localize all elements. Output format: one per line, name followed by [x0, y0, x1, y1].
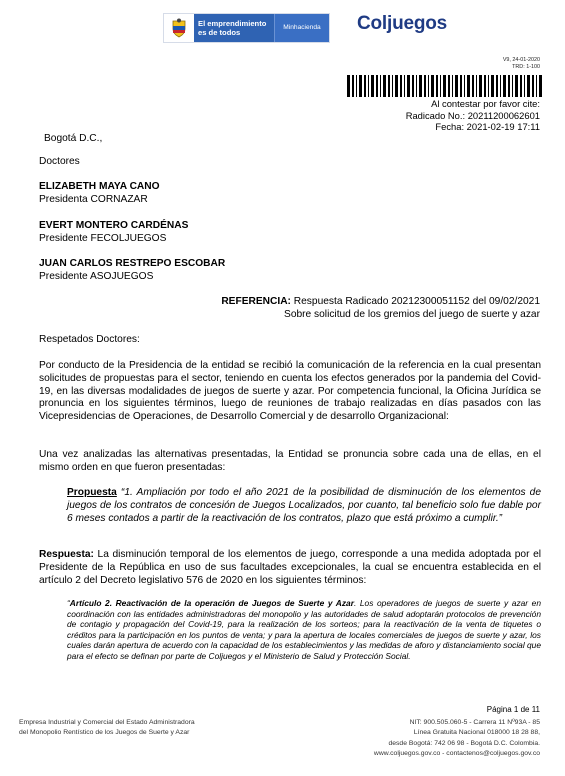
- coat-of-arms-icon: [164, 14, 194, 42]
- recipient: EVERT MONTERO CARDÉNAS Presidente FECOLJUEGOS: [39, 220, 189, 244]
- barcode-bar: [503, 75, 506, 97]
- barcode-bar: [479, 75, 482, 97]
- barcode-bar: [532, 75, 534, 97]
- brand-logo: Coljuegos: [357, 13, 448, 34]
- barcode-bar: [356, 75, 357, 97]
- barcode-bar: [400, 75, 402, 97]
- barcode-bar: [424, 75, 426, 97]
- barcode-bar: [524, 75, 525, 97]
- reference-block: REFERENCIA: Respuesta Radicado 20212300051152 del 09/02/2021 Sobre solicitud de los gremios del juego de suerte y azar: [221, 296, 540, 320]
- barcode-bar: [496, 75, 498, 97]
- barcode-bar: [440, 75, 441, 97]
- barcode-bar: [407, 75, 410, 97]
- page-number: Página 1 de 11: [486, 705, 540, 714]
- barcode-bar: [368, 75, 369, 97]
- barcode-bar: [536, 75, 537, 97]
- salutation-group: Doctores: [39, 156, 80, 167]
- city-date: Bogotá D.C.,: [44, 133, 103, 144]
- document-version: V9, 24-01-2020 TRD: 1-100: [502, 57, 540, 70]
- proposal-block: Propuesta “1. Ampliación por todo el año 2021 de la posibilidad de disminución de los elementos de juegos de los contratos de concesión de Juegos Localizados, por cuanto, tal beneficio solo fue dable por 6 meses contados a partir de la reactivación de los contratos, plazo que está próximo a cumplir.”: [67, 487, 541, 524]
- barcode-bar: [488, 75, 489, 97]
- barcode-bar: [484, 75, 486, 97]
- barcode-bar: [464, 75, 465, 97]
- barcode-bar: [395, 75, 398, 97]
- barcode-icon: [347, 75, 542, 97]
- body-paragraph: Por conducto de la Presidencia de la entidad se recibió la comunicación de la referencia en la cual presentan solicitudes de propuestas para el sector, teniendo en cuenta los efectos generados por la pandemia del Covid-19, en las diversas modalidades de juegos de suerte y azar. Por competencia funcional, la Oficina Jurídica se pronuncia en los siguientes términos, luego de reuniones de trabajo realizadas en días pasados con las Vicepresidencias de Operaciones, de Desarrollo Comercial y de desarrollo Organizacional:: [39, 360, 541, 423]
- barcode-bar: [388, 75, 390, 97]
- barcode-bar: [527, 75, 530, 97]
- barcode-bar: [455, 75, 458, 97]
- barcode-bar: [419, 75, 422, 97]
- barcode-bar: [443, 75, 446, 97]
- barcode-bar: [392, 75, 393, 97]
- barcode-bar: [347, 75, 350, 97]
- barcode-bar: [460, 75, 462, 97]
- barcode-bar: [515, 75, 518, 97]
- recipient: ELIZABETH MAYA CANO Presidenta CORNAZAR: [39, 181, 160, 205]
- barcode-bar: [383, 75, 386, 97]
- gov-slogan: El emprendimiento es de todos: [194, 14, 274, 42]
- footer-contact: NIT: 900.505.060-5 - Carrera 11 Nº93A - 85 Línea Gratuita Nacional 018000 18 28 88, desde Bogotá: 742 06 98 - Bogotá D.C. Colombia. www.coljuegos.gov.co - contactenos@coljuegos.gov.co: [373, 719, 540, 758]
- barcode-bar: [539, 75, 542, 97]
- barcode-bar: [404, 75, 405, 97]
- barcode-bar: [512, 75, 513, 97]
- barcode-bar: [467, 75, 470, 97]
- barcode-bar: [352, 75, 354, 97]
- barcode-bar: [500, 75, 501, 97]
- barcode-bar: [476, 75, 477, 97]
- recipient: JUAN CARLOS RESTREPO ESCOBAR Presidente ASOJUEGOS: [39, 258, 226, 282]
- barcode-bar: [359, 75, 362, 97]
- barcode-bar: [508, 75, 510, 97]
- barcode-bar: [412, 75, 414, 97]
- answer-block: Respuesta: La disminución temporal de los elementos de juego, corresponde a una medida adoptada por el Presidente de la República en uso de sus facultades excepcionales, la cual se encuentra establecida en el artículo 2 del Decreto legislativo 576 de 2020 en los siguientes términos:: [39, 549, 541, 586]
- barcode-bar: [436, 75, 438, 97]
- barcode-bar: [364, 75, 366, 97]
- body-paragraph: Una vez analizadas las alternativas presentadas, la Entidad se pronuncia sobre cada una de ellas, en el mismo orden en que fueron presentadas:: [39, 449, 541, 473]
- greeting: Respetados Doctores:: [39, 334, 140, 345]
- barcode-bar: [520, 75, 522, 97]
- barcode-bar: [380, 75, 381, 97]
- article-quote: “Artículo 2. Reactivación de la operación de Juegos de Suerte y Azar. Los operadores de juegos de suerte y azar en coordinación con las entidades administradoras del monopolio y las autoridades de salud adoptarán protocolos de prevención de contagio y propagación del Covid-19, para la realización de los sorteos; para la reactivación de la venta de tiquetes o créditos para la participación en los puntos de venta; y para la apertura de locales comerciales de juegos de suerte y azar, los cuales darán apertura de acuerdo con la capacidad de los establecimientos y las medidas de aforo y distanciamiento social que para el efecto se definan por parte de Coljuegos y el Ministerio de Salud y Protección Social.: [67, 598, 541, 661]
- ministry-label: Minhacienda: [274, 14, 329, 42]
- barcode-bar: [428, 75, 429, 97]
- barcode-bar: [376, 75, 378, 97]
- barcode-bar: [371, 75, 374, 97]
- barcode-bar: [491, 75, 494, 97]
- barcode-bar: [416, 75, 417, 97]
- barcode-bar: [452, 75, 453, 97]
- filing-info: Al contestar por favor cite: Radicado No.: 20211200062601 Fecha: 2021-02-19 17:11: [405, 98, 540, 132]
- footer-company: Empresa Industrial y Comercial del Estado Administradora del Monopolio Rentístico de los Juegos de Suerte y Azar: [19, 719, 195, 737]
- barcode-bar: [472, 75, 474, 97]
- government-logo: [163, 13, 330, 43]
- barcode-bar: [431, 75, 434, 97]
- barcode-bar: [448, 75, 450, 97]
